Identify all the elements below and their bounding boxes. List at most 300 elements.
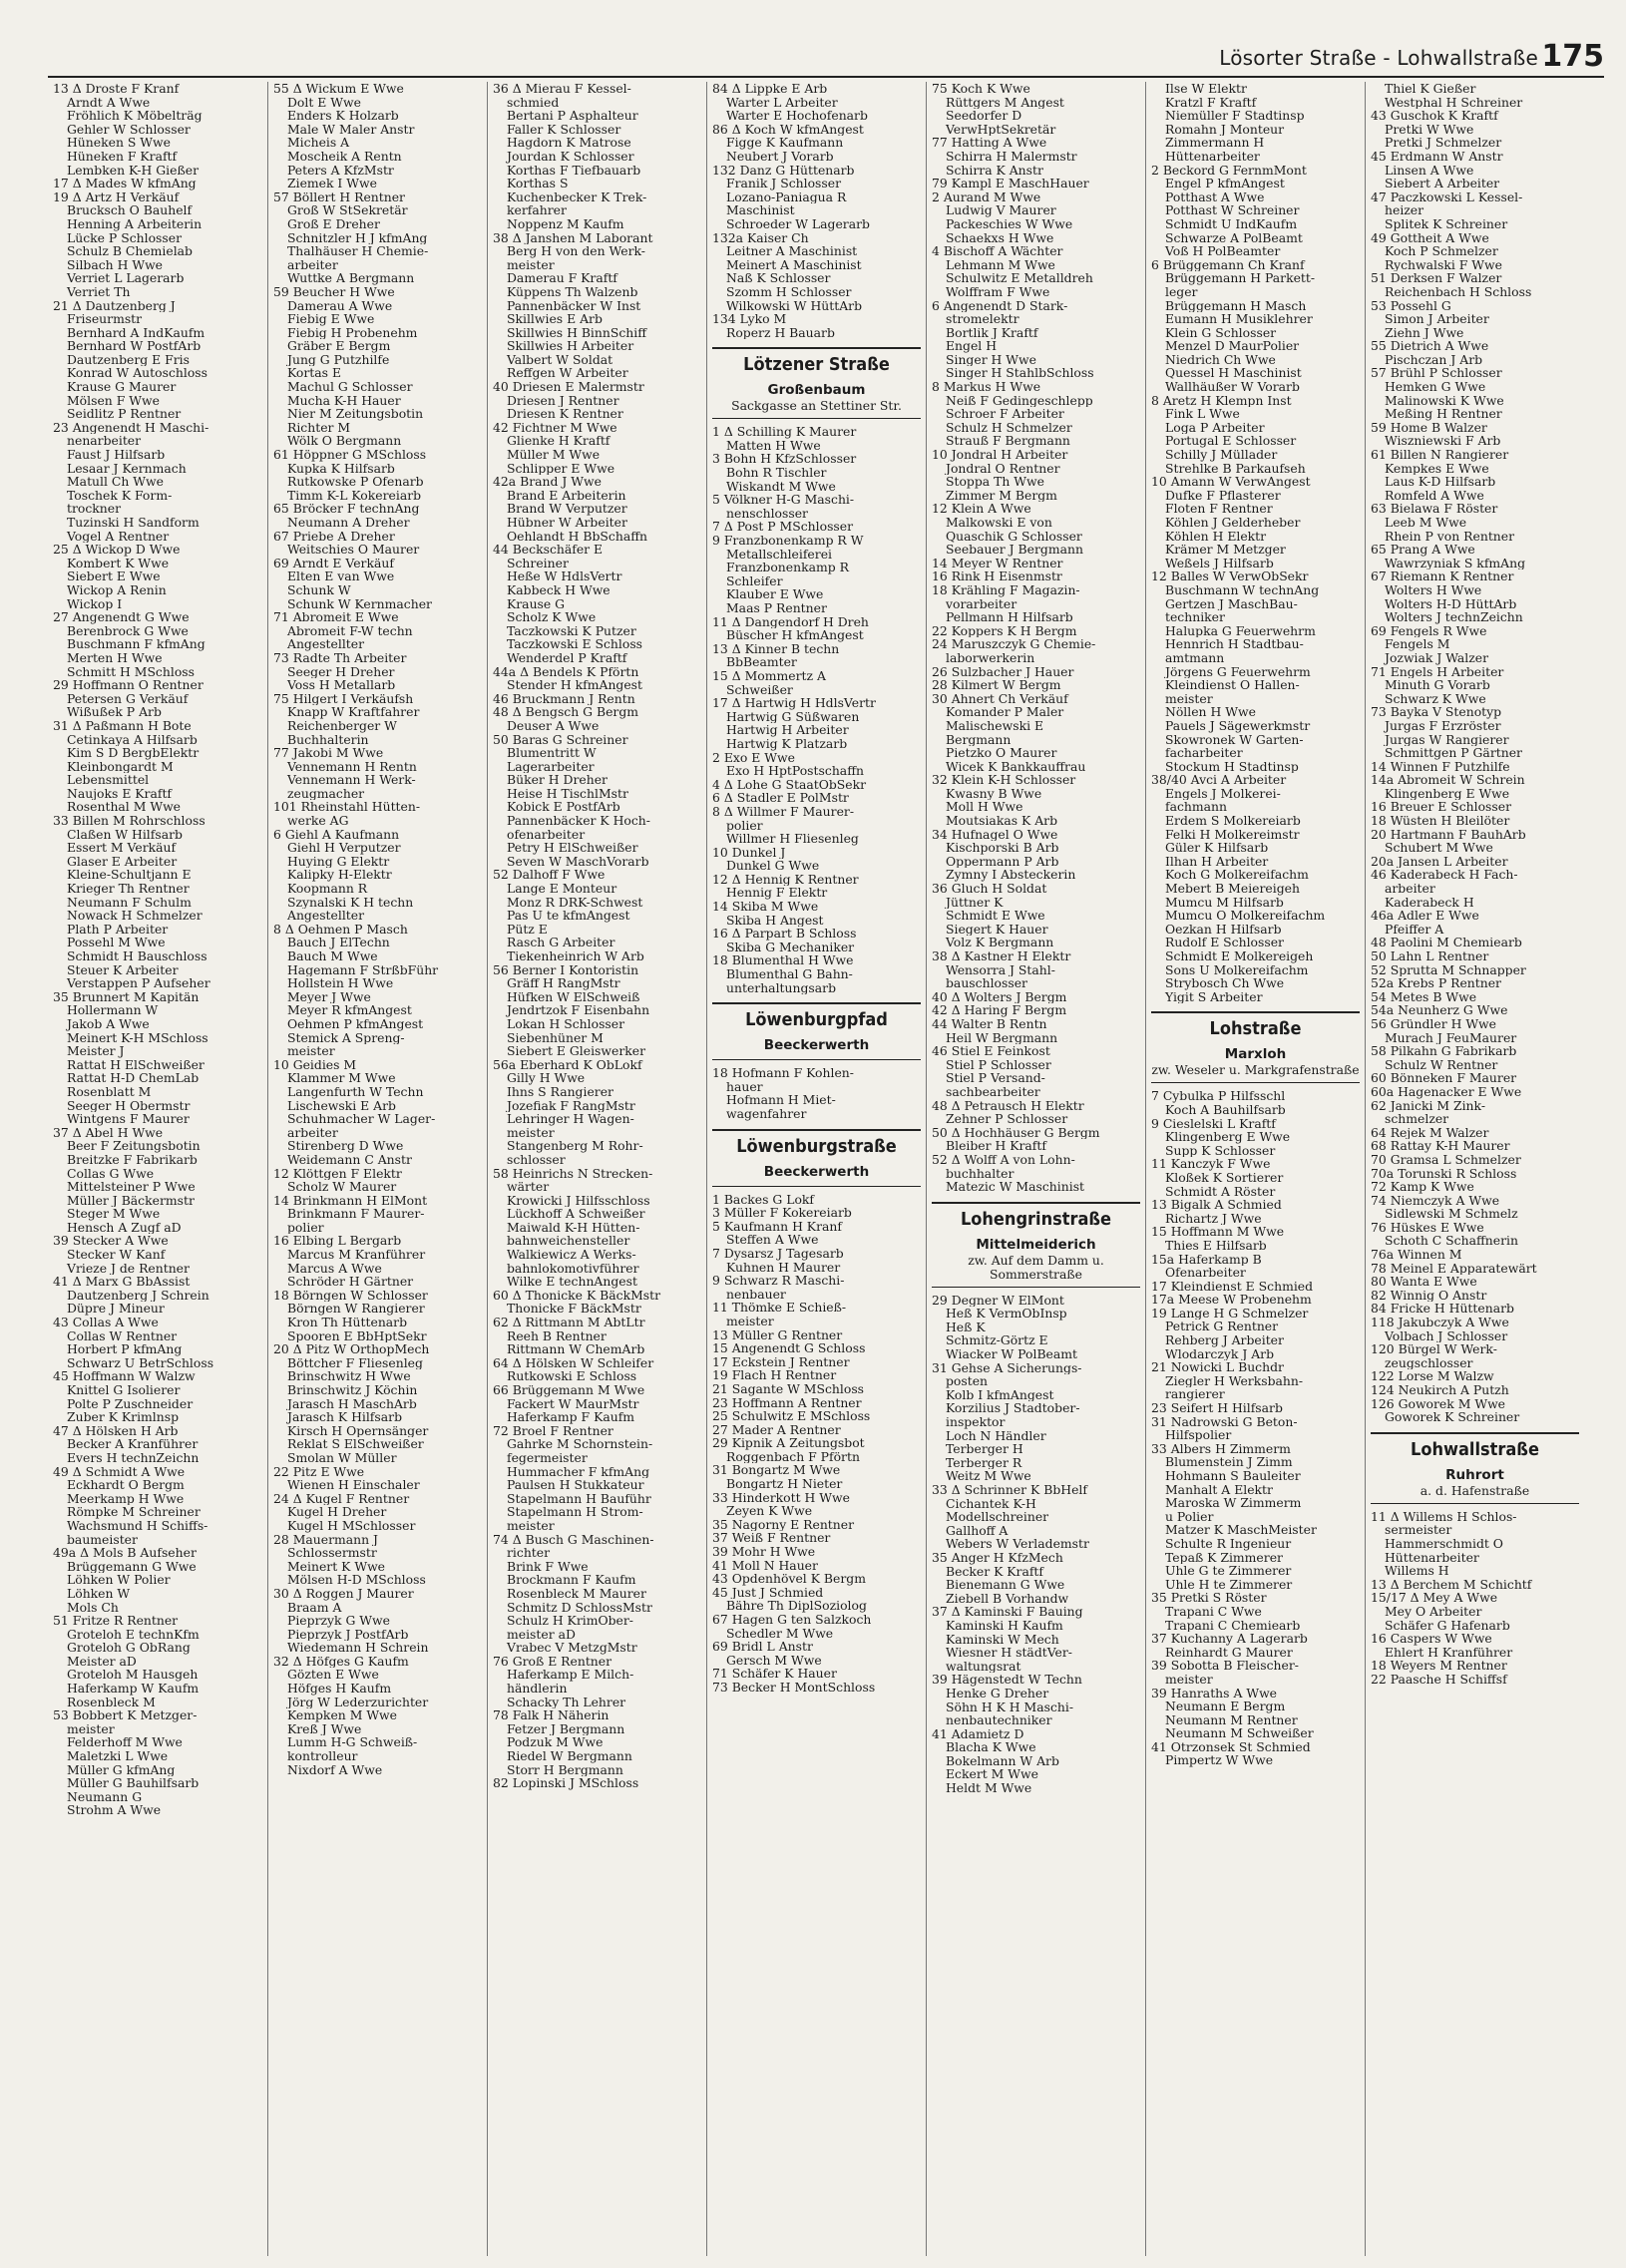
resident-entry: 64 Δ Hölsken W Schleifer	[493, 1355, 654, 1370]
resident-entry: Schmidt E Wwe	[946, 909, 1045, 923]
resident-entry: 61 Billen N Rangierer	[1371, 448, 1509, 462]
resident-entry: Konrad W Autoschloss	[67, 366, 208, 381]
resident-entry: Schleifer	[726, 573, 783, 588]
resident-entry: 82 Lopinski J MSchloss	[493, 1776, 639, 1790]
resident-entry: ofenarbeiter	[507, 827, 586, 842]
resident-entry: 12 Klöttgen F Elektr	[273, 1166, 402, 1181]
resident-entry: 86 Δ Koch W kfmAngest	[712, 122, 864, 137]
resident-entry: 1 Backes G Lokf	[712, 1192, 815, 1207]
resident-entry: Stemick A Spreng-	[287, 1030, 405, 1045]
resident-entry: Dufke F Pflasterer	[1165, 488, 1281, 503]
resident-entry: Büscher H kfmAngest	[726, 628, 864, 642]
resident-entry: Krause G	[507, 596, 566, 611]
resident-entry: 16 Caspers W Wwe	[1371, 1632, 1492, 1646]
resident-entry: 77 Jakobi M Wwe	[273, 746, 384, 760]
resident-entry: Skillwies H Arbeiter	[507, 339, 634, 353]
resident-entry: 59 Beucher H Wwe	[273, 284, 395, 299]
resident-entry: Lumm H-G Schweiß-	[287, 1735, 418, 1750]
resident-entry: Plath P Arbeiter	[67, 922, 169, 937]
resident-entry: 67 Priebe A Dreher	[273, 529, 395, 544]
resident-entry: 19 Flach H Rentner	[712, 1368, 837, 1382]
resident-entry: 71 Abromeit E Wwe	[273, 610, 399, 624]
resident-entry: Essert M Verkäuf	[67, 841, 177, 855]
resident-entry: Meinert A Maschinist	[726, 257, 862, 272]
resident-entry: 39 Sobotta B Fleischer-	[1151, 1659, 1299, 1673]
resident-entry: 41 Δ Marx G BbAssist	[53, 1275, 191, 1289]
resident-entry: 120 Bürgel W Werk-	[1371, 1342, 1497, 1356]
resident-entry: Oezkan H Hilfsarb	[1165, 922, 1282, 937]
resident-entry: 16 Elbing L Bergarb	[273, 1234, 402, 1249]
resident-entry: Gözten E Wwe	[287, 1668, 379, 1683]
resident-entry: 13 Müller G Rentner	[712, 1327, 843, 1342]
resident-entry: 6 Δ Stadler E PolMstr	[712, 791, 849, 805]
resident-entry: 38 Δ Janshen M Laborant	[493, 230, 653, 245]
resident-entry: 36 Gluch H Soldat	[932, 882, 1047, 896]
resident-entry: Rehberg J Arbeiter	[1165, 1333, 1284, 1347]
resident-entry: Peters A KfzMstr	[287, 163, 394, 178]
resident-entry: Schirra H Malermstr	[946, 149, 1077, 164]
resident-entry: 42 Fichtner M Wwe	[493, 420, 617, 435]
resident-entry: Brüggemann H Parkett-	[1165, 271, 1316, 285]
resident-entry: Micheis A	[287, 136, 350, 150]
street-name: Lohstraße	[1209, 1018, 1302, 1040]
resident-entry: Lückhoff A Schweißer	[507, 1207, 645, 1221]
resident-entry: Smolan W Müller	[287, 1450, 397, 1465]
resident-entry: 132a Kaiser Ch	[712, 230, 809, 245]
resident-entry: 101 Rheinstahl Hütten-	[273, 800, 421, 815]
resident-entry: Moscheik A Rentn	[287, 149, 402, 164]
page-header-title: Lösorter Straße - Lohwallstraße	[1219, 46, 1538, 70]
resident-entry: nenbauer	[726, 1287, 786, 1302]
resident-entry: Lücke P Schlosser	[67, 230, 183, 245]
resident-entry: 52a Krebs P Rentner	[1371, 976, 1501, 990]
resident-entry: 15 Δ Mommertz A	[712, 668, 826, 683]
resident-entry: Schnitzler H J kfmAng	[287, 230, 428, 245]
resident-entry: Neumann E Bergm	[1165, 1700, 1286, 1713]
resident-entry: Schlipper E Wwe	[507, 461, 615, 476]
resident-entry: 50 Δ Hochhäuser G Bergm	[932, 1125, 1100, 1140]
resident-entry: 41 Otrzonsek St Schmied	[1151, 1739, 1311, 1754]
resident-entry: Gilly H Wwe	[507, 1071, 586, 1085]
resident-entry: Enders K Holzarb	[287, 109, 399, 123]
resident-entry: wärter	[507, 1180, 550, 1194]
resident-entry: Strybosch Ch Wwe	[1165, 976, 1285, 990]
directory-column	[926, 82, 1145, 2256]
resident-entry: Cichantek K-H	[946, 1496, 1036, 1511]
resident-entry: Hummacher F kfmAng	[507, 1464, 650, 1479]
resident-entry: 48 Paolini M Chemiearb	[1371, 936, 1522, 949]
resident-entry: Klingenberg E Wwe	[1385, 786, 1510, 801]
resident-entry: Kirsch H Opernsänger	[287, 1423, 429, 1438]
resident-entry: 73 Bayka V Stenotyp	[1371, 705, 1502, 719]
resident-entry: Zimmermann H	[1165, 136, 1265, 150]
resident-entry: Fetzer J Bergmann	[507, 1721, 625, 1736]
resident-entry: nenbautechniker	[946, 1713, 1052, 1727]
resident-entry: Wißußek P Arb	[67, 705, 162, 719]
resident-entry: Giehl H Verputzer	[287, 841, 401, 855]
resident-entry: Valbert W Soldat	[507, 352, 613, 367]
resident-entry: Kombert K Wwe	[67, 556, 170, 570]
street-name: Lötzener Straße	[743, 354, 890, 376]
resident-entry: Elten E van Wwe	[287, 569, 395, 583]
resident-entry: Siebert E Gleiswerker	[507, 1044, 646, 1058]
street-district: Beeckerwerth	[763, 1037, 870, 1054]
resident-entry: 74 Δ Busch G Maschinen-	[493, 1532, 654, 1547]
resident-entry: 9 Cieslelski L Kraftf	[1151, 1116, 1276, 1131]
resident-entry: Stapelmann H Bauführ	[507, 1491, 651, 1506]
resident-entry: 45 Hoffmann W Walzw	[53, 1369, 196, 1383]
resident-entry: 23 Angenendt H Maschi-	[53, 420, 209, 435]
resident-entry: Wickop I	[67, 596, 123, 611]
resident-entry: sermeister	[1385, 1523, 1452, 1537]
street-name: Löwenburgstraße	[736, 1135, 897, 1157]
resident-entry: 51 Fritze R Rentner	[53, 1614, 179, 1628]
resident-entry: Polte P Zuschneider	[67, 1396, 194, 1411]
resident-entry: 46a Adler E Wwe	[1371, 909, 1479, 923]
resident-entry: Webers W Verlademstr	[946, 1537, 1089, 1551]
resident-entry: Paulsen H Stukkateur	[507, 1478, 644, 1492]
resident-entry: Terberger R	[946, 1455, 1022, 1470]
resident-entry: 60 Bönneken F Maurer	[1371, 1071, 1517, 1085]
resident-entry: Steger M Wwe	[67, 1207, 161, 1221]
resident-entry: Voss H Metallarb	[287, 678, 396, 692]
resident-entry: u Polier	[1165, 1509, 1214, 1524]
resident-entry: 50 Baras G Schreiner	[493, 732, 628, 747]
resident-entry: Brand E Arbeiterin	[507, 488, 626, 503]
resident-entry: 39 Hanraths A Wwe	[1151, 1686, 1278, 1701]
resident-entry: Gertzen J MaschBau-	[1165, 596, 1298, 611]
resident-entry: 19 Δ Artz H Verkäuf	[53, 189, 180, 204]
resident-entry: laborwerkerin	[946, 650, 1035, 665]
resident-entry: Thies E Hilfsarb	[1165, 1238, 1267, 1253]
resident-entry: Roggenbach F Pförtn	[726, 1449, 860, 1464]
resident-entry: Heil W Bergmann	[946, 1030, 1058, 1045]
resident-entry: 69 Arndt E Verkäuf	[273, 556, 394, 570]
resident-entry: Petersen G Verkäuf	[67, 691, 189, 706]
resident-entry: 62 Janicki M Zink-	[1371, 1098, 1486, 1113]
resident-entry: Reklat S ElSchweißer	[287, 1437, 424, 1451]
resident-entry: Seeger H Dreher	[287, 664, 395, 679]
resident-entry: Wintgens F Maurer	[67, 1112, 190, 1126]
resident-entry: Schilly J Müllader	[1165, 448, 1278, 462]
resident-entry: 76a Winnen M	[1371, 1248, 1462, 1262]
resident-entry: Kloßek K Sortierer	[1165, 1170, 1284, 1185]
resident-entry: 35 Nagorny E Rentner	[712, 1517, 855, 1532]
resident-entry: Blacha K Wwe	[946, 1740, 1036, 1754]
resident-entry: 9 Schwarz R Maschi-	[712, 1274, 845, 1288]
resident-entry: Klingenberg E Wwe	[1165, 1130, 1291, 1144]
resident-entry: Kobick E PostfArb	[507, 800, 620, 815]
resident-entry: Scholz W Maurer	[287, 1180, 397, 1194]
resident-entry: 20 Hartmann F BauhArb	[1371, 827, 1526, 842]
resident-entry: Monz R DRK-Schwest	[507, 895, 643, 910]
resident-entry: 56 Gründler H Wwe	[1371, 1016, 1496, 1031]
resident-entry: Hilfspolier	[1165, 1428, 1232, 1442]
resident-entry: Leeb M Wwe	[1385, 516, 1467, 530]
resident-entry: trockner	[67, 502, 122, 516]
resident-entry: Schwarze A PolBeamt	[1165, 230, 1303, 245]
resident-entry: Schmitz D SchlossMstr	[507, 1600, 652, 1615]
street-district: Ruhrort	[1445, 1466, 1504, 1483]
resident-entry: 42 Δ Haring F Bergm	[932, 1003, 1067, 1017]
resident-entry: Jondral O Rentner	[946, 461, 1060, 476]
resident-entry: Glienke H Kraftf	[507, 434, 610, 449]
resident-entry: 44 Walter B Rentn	[932, 1016, 1047, 1031]
resident-entry: 57 Brühl P Schlosser	[1371, 366, 1502, 381]
resident-entry: Buschmann W technAng	[1165, 582, 1320, 597]
resident-entry: 78 Falk H Näherin	[493, 1708, 610, 1722]
street-heading	[1371, 1432, 1579, 1504]
resident-entry: 56 Berner I Kontoristin	[493, 962, 639, 977]
resident-entry: 44 Beckschäfer E	[493, 543, 604, 557]
resident-entry: Abromeit F-W techn	[287, 623, 413, 638]
resident-entry: Rattat H ElSchweißer	[67, 1057, 204, 1072]
resident-entry: Verriet L Lagerarb	[67, 271, 185, 285]
resident-entry: Korthas S	[507, 177, 569, 190]
resident-entry: Leitner A Maschinist	[726, 244, 858, 258]
resident-entry: 52 Δ Wolff A von Lohn-	[932, 1152, 1075, 1167]
resident-entry: Rutkowski E Schloss	[507, 1369, 637, 1383]
resident-entry: Jendrtzok F Eisenbahn	[507, 1003, 650, 1017]
resident-entry: Römpke M Schreiner	[67, 1505, 201, 1519]
resident-entry: Potthast W Schreiner	[1165, 203, 1300, 217]
resident-entry: 76 Hüskes E Wwe	[1371, 1220, 1484, 1235]
resident-entry: 43 Collas A Wwe	[53, 1316, 159, 1329]
resident-entry: Ilse W Elektr	[1165, 82, 1247, 96]
resident-entry: 84 Fricke H Hüttenarb	[1371, 1302, 1514, 1317]
resident-entry: Rattat H-D ChemLab	[67, 1071, 200, 1085]
resident-entry: 49 Gottheit A Wwe	[1371, 230, 1489, 245]
resident-entry: 52 Dalhoff F Wwe	[493, 868, 606, 883]
resident-entry: Singer H Wwe	[946, 352, 1036, 367]
resident-entry: 80 Wanta E Wwe	[1371, 1275, 1477, 1289]
resident-entry: 37 Kuchanny A Lagerarb	[1151, 1632, 1308, 1646]
resident-entry: Jozefiak F RangMstr	[507, 1098, 635, 1113]
resident-entry: Seeger H Obermstr	[67, 1098, 191, 1113]
resident-entry: Machul G Schlosser	[287, 380, 413, 394]
resident-entry: 10 Geidies M	[273, 1057, 357, 1072]
resident-entry: Potthast A Wwe	[1165, 189, 1265, 204]
resident-entry: Wawrzyniak S kfmAng	[1385, 556, 1526, 570]
resident-entry: Skillwies H BinnSchiff	[507, 325, 647, 340]
resident-entry: Brinschwitz J Köchin	[287, 1383, 418, 1397]
resident-entry: Lagerarbeiter	[507, 759, 595, 774]
resident-entry: Reffgen W Arbeiter	[507, 366, 628, 381]
resident-entry: Yigit S Arbeiter	[1165, 989, 1263, 1004]
resident-entry: Schedler M Wwe	[726, 1626, 834, 1641]
resident-entry: Westphal H Schreiner	[1385, 95, 1523, 110]
resident-entry: Hammerschmidt O	[1385, 1536, 1503, 1551]
resident-entry: 18 Wüsten H Bleilöter	[1371, 814, 1510, 828]
resident-entry: stromelektr	[946, 312, 1019, 326]
resident-entry: 29 Kipnik A Zeitungsbot	[712, 1436, 865, 1450]
resident-entry: Thonicke F BäckMstr	[507, 1302, 641, 1317]
resident-entry: Schmidt U IndKaufm	[1165, 216, 1298, 231]
resident-entry: 61 Höppner G MSchloss	[273, 448, 427, 462]
resident-entry: Mumcu O Molkereifachm	[1165, 909, 1326, 923]
resident-entry: Dautzenberg J Schrein	[67, 1288, 209, 1303]
resident-entry: Rüttgers M Angest	[946, 95, 1064, 110]
resident-entry: Siebert E Wwe	[67, 569, 161, 583]
street-district: Großenbaum	[767, 382, 866, 399]
resident-entry: 52 Sprutta M Schnapper	[1371, 962, 1526, 977]
directory-column	[706, 82, 926, 2256]
resident-entry: 30 Δ Roggen J Maurer	[273, 1586, 414, 1601]
resident-entry: Gersch M Wwe	[726, 1653, 822, 1668]
resident-entry: Wiacker W PolBeamt	[946, 1347, 1077, 1361]
resident-entry: Kratzl F Kraftf	[1165, 95, 1257, 110]
resident-entry: 43 Opdenhövel K Bergm	[712, 1572, 866, 1586]
resident-entry: 45 Just J Schmied	[712, 1585, 824, 1600]
resident-entry: Kugel H MSchlosser	[287, 1518, 416, 1533]
resident-entry: 75 Koch K Wwe	[932, 82, 1030, 96]
resident-entry: 25 Schulwitz E MSchloss	[712, 1409, 871, 1423]
resident-entry: bahnweichensteller	[507, 1234, 630, 1249]
resident-entry: Kaderabeck H	[1385, 895, 1474, 910]
resident-entry: Floten F Rentner	[1165, 502, 1273, 516]
resident-entry: Ilhan H Arbeiter	[1165, 854, 1269, 869]
resident-entry: Buschmann F kfmAng	[67, 637, 205, 651]
resident-entry: zeugmacher	[287, 786, 365, 801]
resident-entry: Menzel D MaurPolier	[1165, 339, 1300, 353]
resident-entry: 74 Niemczyk A Wwe	[1371, 1193, 1500, 1208]
resident-entry: Fiebig H Probenehm	[287, 325, 418, 340]
resident-entry: 24 Maruszczyk G Chemie-	[932, 637, 1096, 651]
resident-entry: Romahn J Monteur	[1165, 122, 1285, 137]
resident-entry: Rychwalski F Wwe	[1385, 257, 1502, 272]
resident-entry: 42a Brand J Wwe	[493, 475, 602, 489]
resident-entry: Wölk O Bergmann	[287, 434, 402, 449]
resident-entry: Becker A Kranführer	[67, 1437, 199, 1451]
resident-entry: Verriet Th	[67, 284, 131, 299]
resident-entry: Pretki J Schmelzer	[1385, 136, 1502, 150]
resident-entry: kontrolleur	[287, 1749, 358, 1763]
resident-entry: Exo H HptPostschaffn	[726, 764, 864, 778]
resident-entry: Warter E Hochofenarb	[726, 109, 868, 123]
resident-entry: 16 Rink H Eisenmstr	[932, 569, 1062, 583]
resident-entry: Schlossermstr	[287, 1546, 377, 1560]
resident-entry: 40 Driesen E Malermstr	[493, 380, 644, 394]
resident-entry: Szomm H Schlosser	[726, 284, 852, 299]
resident-entry: Lehringer H Wagen-	[507, 1112, 634, 1126]
resident-entry: 18 Hofmann F Kohlen-	[712, 1066, 854, 1080]
resident-entry: Vrabec V MetzgMstr	[507, 1641, 637, 1655]
resident-entry: 55 Dietrich A Wwe	[1371, 339, 1489, 353]
resident-entry: Bleiber H Kraftf	[946, 1139, 1046, 1153]
resident-entry: Kuchenbecker K Trek-	[507, 189, 647, 204]
resident-entry: Wuttke A Bergmann	[287, 271, 415, 285]
resident-entry: Bortlik J Kraftf	[946, 325, 1038, 340]
resident-entry: Pretki W Wwe	[1385, 122, 1474, 137]
resident-entry: Komander P Maler	[946, 705, 1064, 719]
resident-entry: 12 Δ Hennig K Rentner	[712, 872, 859, 887]
resident-entry: Korthas F Tiefbauarb	[507, 163, 641, 178]
resident-entry: Meinert K Wwe	[287, 1559, 386, 1574]
resident-entry: Angestellter	[287, 637, 365, 651]
resident-entry: Richter M	[287, 420, 351, 435]
resident-entry: Driesen K Rentner	[507, 407, 623, 421]
resident-entry: 14 Skiba M Wwe	[712, 900, 819, 914]
resident-entry: Skillwies E Arb	[507, 312, 603, 326]
resident-entry: Ludwig V Maurer	[946, 203, 1056, 217]
resident-entry: Matzer K MaschMeister	[1165, 1523, 1317, 1537]
resident-entry: 118 Jakubczyk A Wwe	[1371, 1316, 1509, 1329]
resident-entry: Jarasch H MaschArb	[287, 1396, 417, 1411]
resident-entry: Zuber K Krimlnsp	[67, 1410, 180, 1424]
resident-entry: Pannenbäcker K Hoch-	[507, 814, 650, 828]
resident-entry: Mols Ch	[67, 1600, 119, 1615]
resident-entry: 36 Δ Mierau F Kessel-	[493, 82, 631, 96]
street-heading	[1151, 1011, 1360, 1083]
resident-entry: Neumann F Schulm	[67, 895, 192, 910]
resident-entry: Pauels J Sägewerkmstr	[1165, 718, 1311, 733]
page-number: 175	[1541, 39, 1604, 74]
resident-entry: Tepaß K Zimmerer	[1165, 1550, 1283, 1565]
resident-entry: Skowronek W Garten-	[1165, 732, 1304, 747]
resident-entry: Schäfer G Hafenarb	[1385, 1618, 1510, 1633]
resident-entry: Riedel W Bergmann	[507, 1749, 632, 1763]
resident-entry: 20a Jansen L Arbeiter	[1371, 854, 1508, 869]
resident-entry: Gräber E Bergm	[287, 339, 391, 353]
resident-entry: fachmann	[1165, 800, 1227, 815]
resident-entry: Seebauer J Bergmann	[946, 543, 1083, 557]
resident-entry: Uhle H te Zimmerer	[1165, 1577, 1293, 1592]
resident-entry: Packeschies W Wwe	[946, 216, 1073, 231]
resident-entry: Bertani P Asphalteur	[507, 109, 638, 123]
resident-entry: Hartwig K Platzarb	[726, 736, 848, 751]
resident-entry: Jung G Putzhilfe	[287, 352, 390, 367]
resident-entry: heizer	[1385, 203, 1424, 217]
resident-entry: facharbeiter	[1165, 746, 1243, 760]
resident-entry: Kempkes E Wwe	[1385, 461, 1489, 476]
resident-entry: 47 Paczkowski L Kessel-	[1371, 189, 1523, 204]
resident-entry: Stangenberg M Rohr-	[507, 1139, 643, 1153]
resident-entry: 6 Angenendt D Stark-	[932, 298, 1068, 313]
resident-entry: Wilkowski W HüttArb	[726, 298, 863, 313]
resident-entry: Haferkamp W Kaufm	[67, 1682, 200, 1696]
resident-entry: 17a Meese W Probenehm	[1151, 1293, 1312, 1307]
resident-entry: Dunkel G Wwe	[726, 859, 820, 873]
resident-entry: Pütz E	[507, 922, 548, 937]
directory-column	[487, 82, 706, 2256]
resident-entry: Lembken K-H Gießer	[67, 163, 200, 178]
resident-entry: BbBeamter	[726, 655, 797, 669]
resident-entry: Kabbeck H Wwe	[507, 582, 610, 597]
resident-entry: Schulte R Ingenieur	[1165, 1536, 1292, 1551]
resident-entry: Meister aD	[67, 1654, 137, 1669]
resident-entry: Skiba H Angest	[726, 913, 824, 928]
resident-entry: Hüttenarbeiter	[1385, 1550, 1479, 1565]
resident-entry: Steuer K Arbeiter	[67, 962, 179, 977]
resident-entry: Fackert W MaurMstr	[507, 1396, 639, 1411]
resident-entry: 60a Hagenacker E Wwe	[1371, 1084, 1522, 1099]
resident-entry: 58 Pilkahn G Fabrikarb	[1371, 1044, 1517, 1058]
resident-entry: 62 Δ Rittmann M AbtLtr	[493, 1316, 645, 1329]
resident-entry: 73 Radte Th Arbeiter	[273, 650, 407, 665]
resident-entry: meister	[1165, 691, 1213, 706]
resident-entry: 8 Δ Willmer F Maurer-	[712, 804, 855, 819]
resident-entry: Rosenthal M Wwe	[67, 800, 182, 815]
resident-entry: Jarasch K Hilfsarb	[287, 1410, 402, 1424]
resident-entry: Hollstein H Wwe	[287, 976, 394, 990]
resident-entry: Jozwiak J Walzer	[1385, 650, 1489, 665]
street-district: Beeckerwerth	[763, 1163, 870, 1180]
resident-entry: Brinschwitz H Wwe	[287, 1369, 411, 1383]
resident-entry: Knapp W Kraftfahrer	[287, 705, 420, 719]
resident-entry: Heße W HdlsVertr	[507, 569, 622, 583]
resident-entry: 46 Stiel E Feinkost	[932, 1044, 1050, 1058]
resident-entry: 16 Breuer E Schlosser	[1371, 800, 1512, 815]
